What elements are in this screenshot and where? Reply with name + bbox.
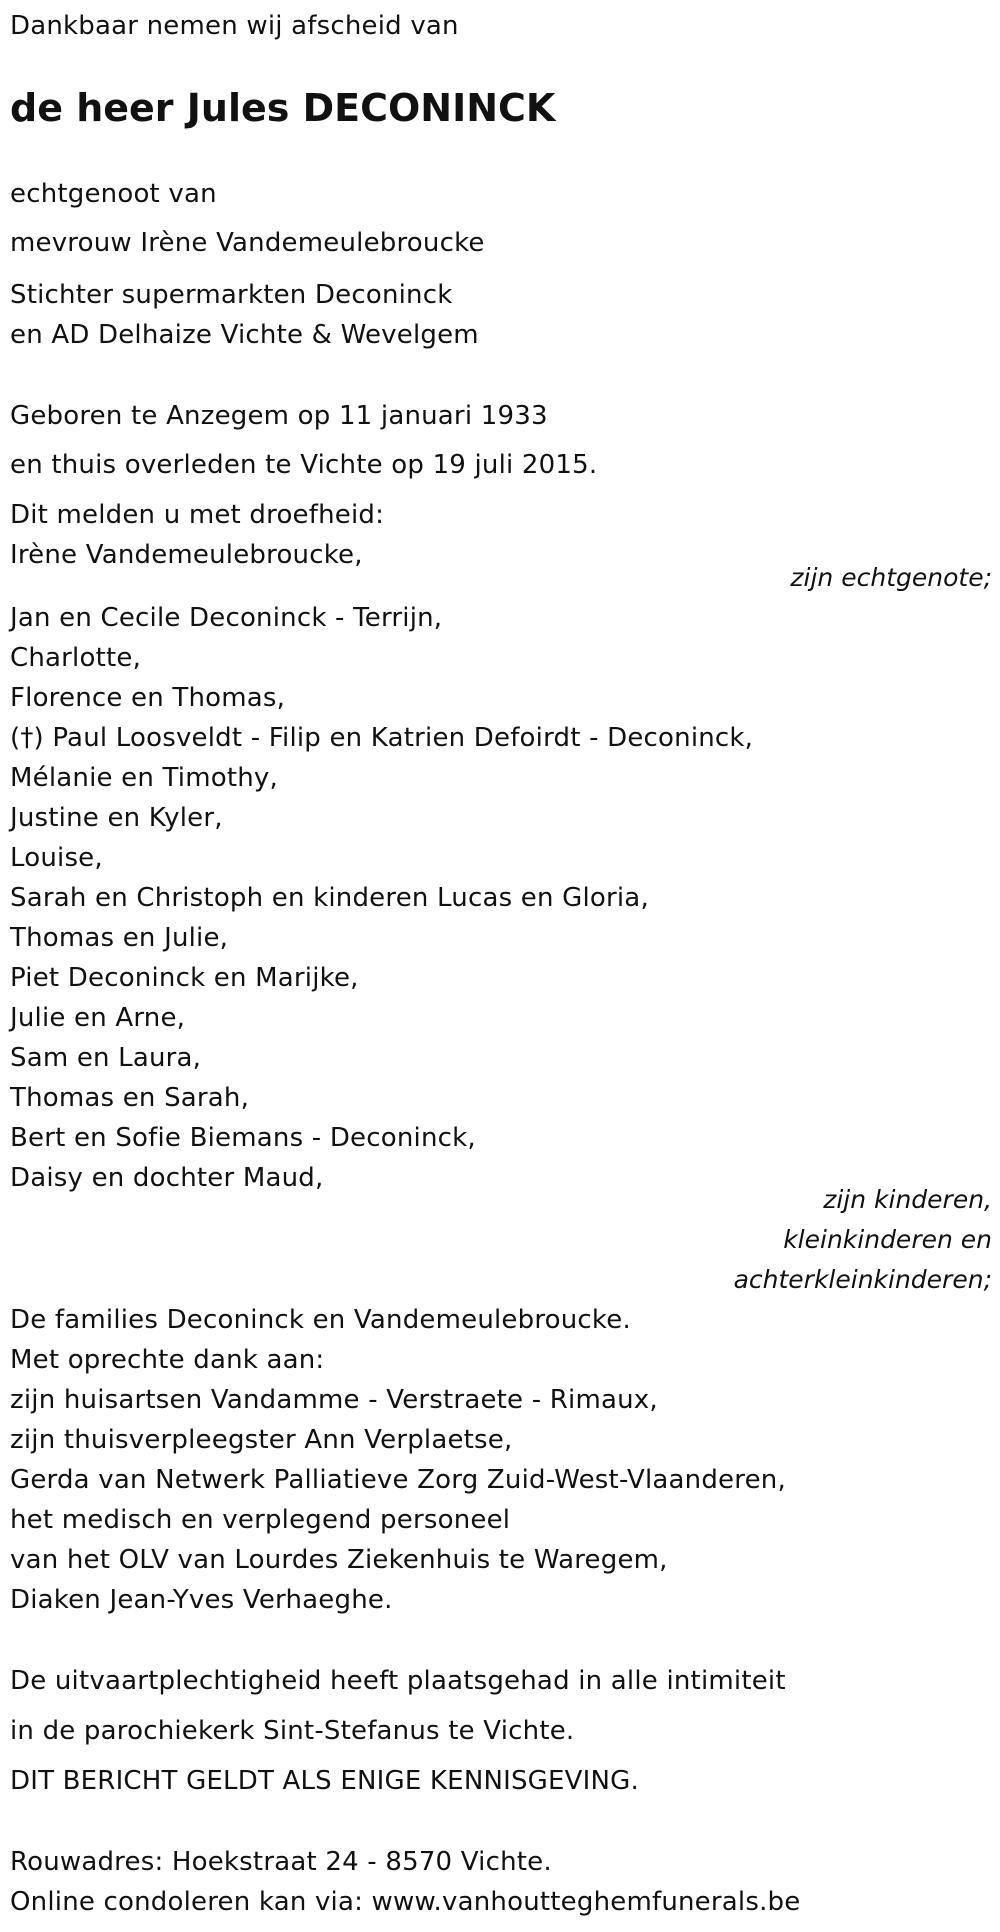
intro-line: Dankbaar nemen wij afscheid van bbox=[10, 11, 459, 41]
announce-intro: Dit melden u met droefheid: bbox=[10, 500, 385, 530]
thanks-line: Met oprechte dank aan: bbox=[10, 1345, 325, 1375]
family-line: Sarah en Christoph en kinderen Lucas en Gloria, bbox=[10, 883, 649, 913]
thanks-line: Gerda van Netwerk Palliatieve Zorg Zuid-West-Vlaanderen, bbox=[10, 1465, 786, 1495]
relation-line: achterkleinkinderen; bbox=[733, 1265, 992, 1294]
birth-line: Geboren te Anzegem op 11 januari 1933 bbox=[10, 401, 548, 431]
family-line: Mélanie en Timothy, bbox=[10, 763, 278, 793]
address-line: Rouwadres: Hoekstraat 24 - 8570 Vichte. bbox=[10, 1847, 552, 1877]
funeral-line-2: in de parochiekerk Sint-Stefanus te Vichte. bbox=[10, 1716, 575, 1746]
family-line: Piet Deconinck en Marijke, bbox=[10, 963, 359, 993]
family-line: Daisy en dochter Maud, bbox=[10, 1163, 324, 1193]
thanks-line: zijn huisartsen Vandamme - Verstraete - Rimaux, bbox=[10, 1385, 658, 1415]
thanks-line: het medisch en verplegend personeel bbox=[10, 1505, 511, 1535]
families-line: De families Deconinck en Vandemeulebroucke. bbox=[10, 1305, 631, 1335]
funeral-line-1: De uitvaartplechtigheid heeft plaatsgehad in alle intimiteit bbox=[10, 1666, 786, 1696]
family-line: Thomas en Julie, bbox=[10, 923, 229, 953]
thanks-line: van het OLV van Lourdes Ziekenhuis te Waregem, bbox=[10, 1545, 668, 1575]
thanks-line: Diaken Jean-Yves Verhaeghe. bbox=[10, 1585, 393, 1615]
family-line: Thomas en Sarah, bbox=[10, 1083, 250, 1113]
family-line: (†) Paul Loosveldt - Filip en Katrien Defoirdt - Deconinck, bbox=[10, 723, 754, 753]
family-line: Louise, bbox=[10, 843, 103, 873]
deceased-name: de heer Jules DECONINCK bbox=[10, 86, 556, 130]
relation-line: kleinkinderen en bbox=[783, 1225, 992, 1254]
family-line: Jan en Cecile Deconinck - Terrijn, bbox=[10, 603, 443, 633]
spouse-intro: echtgenoot van bbox=[10, 179, 217, 209]
family-line: Charlotte, bbox=[10, 643, 142, 673]
announce-spouse: Irène Vandemeulebroucke, bbox=[10, 540, 363, 570]
family-line: Bert en Sofie Biemans - Deconinck, bbox=[10, 1123, 476, 1153]
condolence-line: Online condoleren kan via: www.vanhoutteghemfunerals.be bbox=[10, 1887, 801, 1917]
spouse-name: mevrouw Irène Vandemeulebroucke bbox=[10, 228, 485, 258]
family-line: Sam en Laura, bbox=[10, 1043, 202, 1073]
thanks-line: zijn thuisverpleegster Ann Verplaetse, bbox=[10, 1425, 513, 1455]
role-line-2: en AD Delhaize Vichte & Wevelgem bbox=[10, 320, 479, 350]
family-line: Justine en Kyler, bbox=[10, 803, 223, 833]
death-line: en thuis overleden te Vichte op 19 juli 2015. bbox=[10, 450, 598, 480]
notice-only-line: DIT BERICHT GELDT ALS ENIGE KENNISGEVING. bbox=[10, 1766, 639, 1796]
spouse-relation: zijn echtgenote; bbox=[790, 563, 992, 592]
relation-line: zijn kinderen, bbox=[823, 1185, 992, 1214]
family-line: Florence en Thomas, bbox=[10, 683, 286, 713]
role-line-1: Stichter supermarkten Deconinck bbox=[10, 280, 453, 310]
family-line: Julie en Arne, bbox=[10, 1003, 186, 1033]
